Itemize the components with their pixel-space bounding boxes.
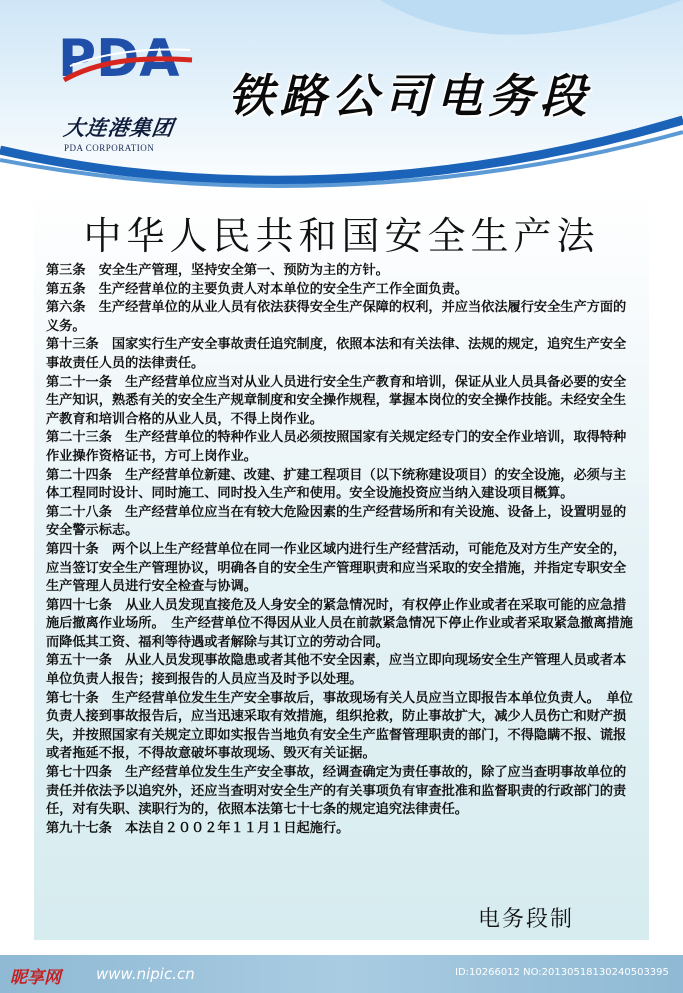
article-28: 第二十八条 生产经营单位应当在有较大危险因素的生产经营场所和有关设施、设备上，设置明显的安全警示标志。 [46, 504, 627, 539]
article-97: 第九十七条 本法自２００２年１１月１日起施行。 [46, 820, 350, 836]
pda-logo-icon [56, 26, 196, 86]
article-6: 第六条 生产经营单位的从业人员有依法获得安全生产保障的权利，并应当依法履行安全生产方面的义务。 [46, 300, 627, 334]
article-5: 第五条 生产经营单位的主要负责人对本单位的安全生产工作全面负责。 [46, 281, 468, 297]
article-21: 第二十一条 生产经营单位应当对从业人员进行安全生产教育和培训，保证从业人员具备必要的安全生产知识，熟悉有关的安全生产规章制度和安全操作规程，掌握本岗位的安全操作技能。未经安全生产教育和培训合格的从业人员，不得上岗作业。 [46, 374, 627, 427]
article-3: 第三条 安全生产管理，坚持安全第一、预防为主的方针。 [46, 263, 389, 278]
article-51: 第五十一条 从业人员发现事故隐患或者其他不安全因素，应当立即向现场安全生产管理人员或者本单位负责人报告；接到报告的人员应当及时予以处理。 [46, 653, 627, 688]
law-articles [46, 262, 636, 838]
svg-text:PDA: PDA [58, 29, 180, 86]
article-70: 第七十条 生产经营单位发生生产安全事故后，事故现场有关人员应当立即报告本单位负责人。 单位负责人接到事故报告后，应当迅速采取有效措施，组织抢救，防止事故扩大，减少人员伤亡和财产损失，并按照国家有关规定立即如实报告当地负有安全生产监督管理职责的部门，不得隐瞒不报、谎报或者拖延不报，不得故意破坏事故现场、毁灭有关证据。 [46, 690, 633, 762]
watermark-logo: 昵享网 [10, 968, 61, 988]
document-title: 中华人民共和国安全生产法 [83, 214, 600, 258]
article-47: 第四十七条 从业人员发现直接危及人身安全的紧急情况时，有权停止作业或者在采取可能的应急措施后撤离作业场所。 生产经营单位不得因从业人员在前款紧急情况下停止作业或者采取紧急撤离措施而降低其工资、福利等待遇或者解除与其订立的劳动合同。 [46, 597, 633, 650]
watermark-site: www.nipic.cn [96, 965, 195, 983]
article-40: 第四十条 两个以上生产经营单位在同一作业区域内进行生产经营活动，可能危及对方生产安全的，应当签订安全生产管理协议，明确各自的安全生产管理职责和应当采取的安全措施，并指定专职安全生产管理人员进行安全检查与协调。 [46, 541, 627, 595]
logo-chinese-text: 大连港集团 [62, 115, 176, 140]
company-logo [56, 26, 206, 153]
watermark-id: ID:10266012 NO:20130518130240503395 [455, 967, 669, 978]
logo-english-text: PDA CORPORATION [64, 143, 155, 153]
article-74: 第七十四条 生产经营单位发生生产安全事故，经调查确定为责任事故的，除了应当查明事故单位的责任并依法予以追究外，还应当查明对安全生产的有关事项负有审查批准和监督职责的行政部门的责任，对有失职、渎职行为的，依照本法第七十七条的规定追究法律责任。 [46, 765, 627, 818]
organization-title: 铁路公司电务段 [228, 69, 592, 123]
article-24: 第二十四条 生产经营单位新建、改建、扩建工程项目（以下统称建设项目）的安全设施，必须与主体工程同时设计、同时施工、同时投入生产和使用。安全设施投资应当纳入建设项目概算。 [46, 467, 627, 502]
article-23: 第二十三条 生产经营单位的特种作业人员必须按照国家有关规定经专门的安全作业培训，取得特种作业操作资格证书，方可上岗作业。 [46, 430, 627, 464]
signature: 电务段制 [478, 907, 575, 932]
article-13: 第十三条 国家实行生产安全事故责任追究制度，依照本法和有关法律、法规的规定，追究生产安全事故责任人员的法律责任。 [46, 337, 627, 371]
